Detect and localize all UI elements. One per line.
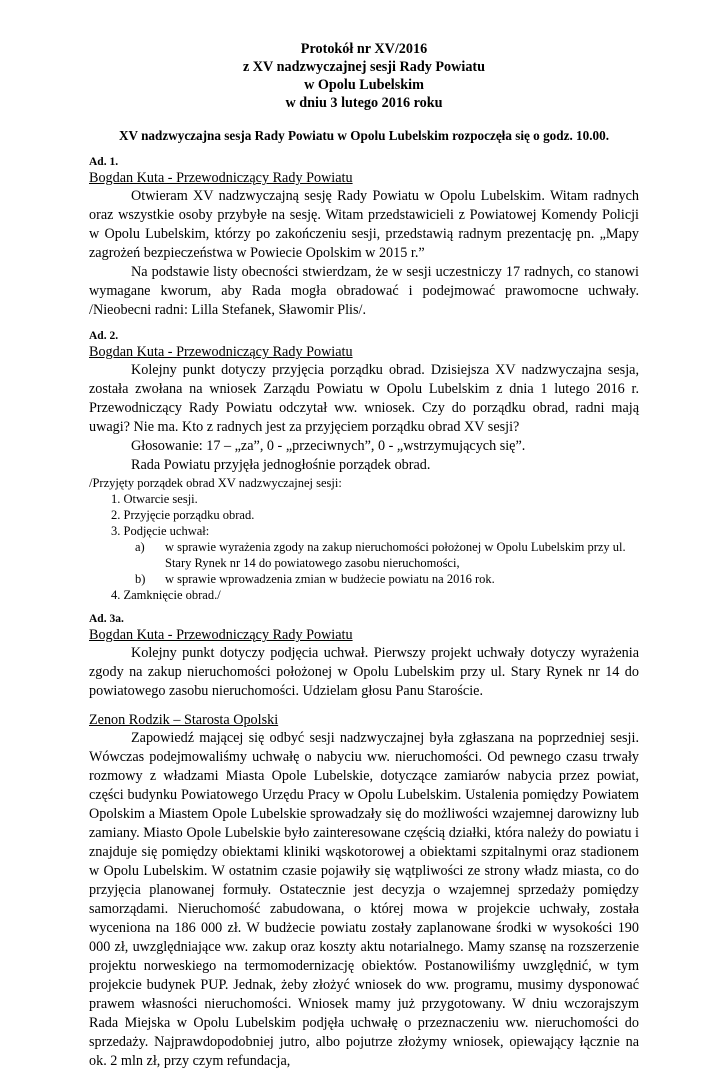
title-line-3: w Opolu Lubelskim [304, 77, 424, 93]
section-heading-ad2: Ad. 2. [89, 330, 119, 342]
speaker-name: Bogdan Kuta - Przewodniczący Rady Powiatu [89, 344, 353, 360]
subitem-text: w sprawie wyrażenia zgody na zakup nieruchomości położonej w Opolu Lubelskim przy ul. Stary Rynek nr 14 do powiatowego zasobu nieruchomości, [165, 540, 626, 570]
agenda-subitem [89, 539, 639, 571]
speaker-name: Bogdan Kuta - Przewodniczący Rady Powiatu [89, 627, 353, 643]
vote-result: Głosowanie: 17 – „za”, 0 - „przeciwnych”, 0 - „wstrzymujących się”. [131, 438, 526, 454]
agenda-item: 4. Zamknięcie obrad./ [111, 588, 221, 602]
document-title [89, 40, 639, 112]
subitem-marker: b) [135, 572, 146, 586]
agenda [89, 475, 639, 603]
agenda-item: 3. Podjęcie uchwał: [111, 524, 210, 538]
paragraph: Kolejny punkt dotyczy podjęcia uchwał. Pierwszy projekt uchwały dotyczy wyrażenia zgody na zakup nieruchomości położonej w Opolu Lubelskim przy ul. Stary Rynek nr 14 do powiatowego zasobu nieruchomości. Udzielam głosu Panu Staroście. [89, 645, 639, 699]
paragraph: Zapowiedź mającej się odbyć sesji nadzwyczajnej była zgłaszana na poprzedniej sesji. Wówczas podejmowaliśmy uchwałę o nabyciu ww. nieruchomości. Od pewnego czasu trwały rozmowy z władzami Miasta Opole Lubelskie, dotyczące zamiarów nabycia przez powiat, części budynku Powiatowego Urzędu Pracy w Opolu Lubelskim. Ustalenia pomiędzy Powiatem Opolskim a Miastem Opole Lubelskie sprowadzały się do możliwości wzajemnej darowizny lub zamiany. Miasto Opole Lubelskie było zainteresowane częścią działki, która należy do powiatu i znajduje się pomiędzy obiektami kliniki wąskotorowej a obiektami szpitalnymi oraz stadionem w Opolu Lubelskim. W ostatnim czasie pojawiły się wątpliwości ze strony władz miasta, co do przyjęcia planowanej formuły. Ostatecznie jest decyzja o wzajemnej sprzedaży pomiędzy samorządami. Nieruchomość zabudowana, o której mowa w projekcie uchwały, została wyceniona na 186 000 zł. W budżecie powiatu zostały zaplanowane środki w wysokości 190 000 zł, uwzględniające ww. zakup oraz koszty aktu notarialnego. Mamy szansę na rozszerzenie projektu norweskiego na termomodernizację obiektów. Postanowiliśmy uwzględnić, w tym projekcie budynek PUP. Jednak, żeby złożyć wniosek do ww. programu, musimy dysponować prawem własności nieruchomości. Wniosek mamy już przygotowany. W dniu wczorajszym Rada Miejska w Opolu Lubelskim podjęła uchwałę o przeznaczeniu ww. nieruchomości do sprzedaży. Najprawdopodobniej jutro, albo pojutrze złożymy wniosek, opiewający łącznie na ok. 2 mln zł, przy czym refundacja, [89, 730, 639, 1069]
section-heading-ad3a: Ad. 3a. [89, 613, 124, 625]
paragraph: Kolejny punkt dotyczy przyjęcia porządku obrad. Dzisiejsza XV nadzwyczajna sesja, została zwołana na wniosek Zarządu Powiatu w Opolu Lubelskim z dnia 1 lutego 2016 r. Przewodniczący Rady Powiatu odczytał ww. wniosek. Czy do porządku obrad, radni mają uwagi? Nie ma. Kto z radnych jest za przyjęciem porządku obrad XV sesji? [89, 362, 639, 435]
paragraph: Otwieram XV nadzwyczajną sesję Rady Powiatu w Opolu Lubelskim. Witam radnych oraz wszystkie osoby przybyłe na sesję. Witam przedstawicieli z Powiatowej Komendy Policji w Opolu Lubelskim, którzy po zakończeniu sesji, przedstawią radnym prezentację pn. „Mapy zagrożeń bezpieczeństwa w Powiecie Opolskim w 2015 r.” [89, 188, 639, 261]
section-heading-ad1: Ad. 1. [89, 156, 119, 168]
speaker-name: Bogdan Kuta - Przewodniczący Rady Powiatu [89, 170, 353, 186]
agenda-item: 1. Otwarcie sesji. [111, 492, 198, 506]
agenda-subitem [89, 571, 639, 587]
agenda-item: 2. Przyjęcie porządku obrad. [111, 508, 255, 522]
subitem-marker: a) [135, 540, 145, 554]
speaker-name: Zenon Rodzik – Starosta Opolski [89, 712, 279, 728]
adoption-note: Rada Powiatu przyjęła jednogłośnie porządek obrad. [131, 457, 431, 473]
agenda-intro: /Przyjęty porządek obrad XV nadzwyczajnej sesji: [89, 476, 342, 490]
document-page [89, 40, 639, 1071]
subitem-text: w sprawie wprowadzenia zmian w budżecie powiatu na 2016 rok. [165, 572, 495, 586]
title-line-1: Protokół nr XV/2016 [300, 41, 428, 57]
title-line-4: w dniu 3 lutego 2016 roku [285, 95, 443, 111]
session-start: XV nadzwyczajna sesja Rady Powiatu w Opolu Lubelskim rozpoczęła się o godz. 10.00. [118, 128, 610, 143]
paragraph: Na podstawie listy obecności stwierdzam, że w sesji uczestniczy 17 radnych, co stanowi wymagane kworum, aby Rada mogła obradować i podejmować prawomocne uchwały. /Nieobecni radni: Lilla Stefanek, Sławomir Plis/. [89, 264, 639, 318]
title-line-2: z XV nadzwyczajnej sesji Rady Powiatu [242, 59, 486, 75]
